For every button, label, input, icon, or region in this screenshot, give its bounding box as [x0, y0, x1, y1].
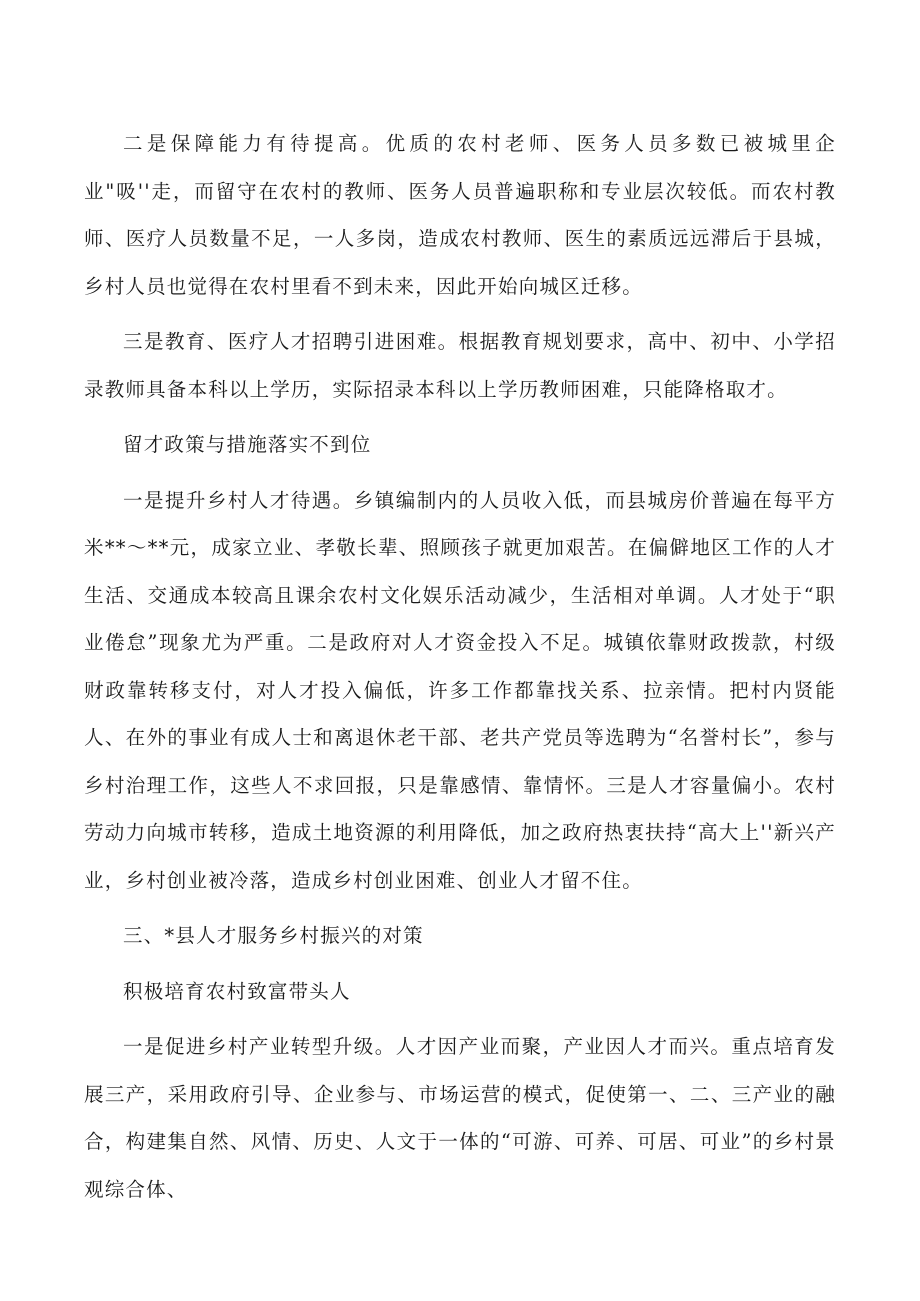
section-heading-retention-policy: 留才政策与措施落实不到位 — [123, 433, 372, 456]
document-body — [84, 120, 836, 1221]
paragraph-support-capacity: 二是保障能力有待提高。优质的农村老师、医务人员多数已被城里企业"吸''走，而留守在农村的教师、医务人员普遍职称和专业层次较低。而农村教师、医疗人员数量不足，一人多岗，造成农村教师、医生的素质远远滞后于县城，乡村人员也觉得在农村里看不到未来，因此开始向城区迁移。 — [84, 132, 836, 298]
paragraph-industry-upgrade: 一是促进乡村产业转型升级。人才因产业而聚，产业因人才而兴。重点培育发展三产，采用政府引导、企业参与、市场运营的模式，促使第一、二、三产业的融合，构建集自然、风情、历史、人文于一体的“可游、可养、可居、可业”的乡村景观综合体、 — [84, 1035, 836, 1201]
paragraph-talent-treatment: 一是提升乡村人才待遇。乡镇编制内的人员收入低，而县城房价普遍在每平方米**～**元，成家立业、孝敬长辈、照顾孩子就更加艰苦。在偏僻地区工作的人才生活、交通成本较高且课余农村文化娱乐活动减少，生活相对单调。人才处于“职业倦怠”现象尤为严重。二是政府对人才资金投入不足。城镇依靠财政拨款，村级财政靠转移支付，对人才投入偏低，许多工作都靠找关系、拉亲情。把村内贤能人、在外的事业有成人士和离退休老干部、老共产党员等选聘为“名誉村长”，参与乡村治理工作，这些人不求回报，只是靠感情、靠情怀。三是人才容量偏小。农村劳动力向城市转移，造成土地资源的利用降低，加之政府热衷扶持“高大上''新兴产业，乡村创业被冷落，造成乡村创业困难、创业人才留不住。 — [84, 488, 836, 892]
section-heading-cultivate-leaders: 积极培育农村致富带头人 — [123, 979, 351, 1003]
section-heading-countermeasures: 三、*县人才服务乡村振兴的对策 — [123, 924, 424, 947]
paragraph-recruitment-difficulty: 三是教育、医疗人才招聘引进困难。根据教育规划要求，高中、初中、小学招录教师具备本科以上学历，实际招录本科以上学历教师困难，只能降格取才。 — [84, 330, 836, 401]
